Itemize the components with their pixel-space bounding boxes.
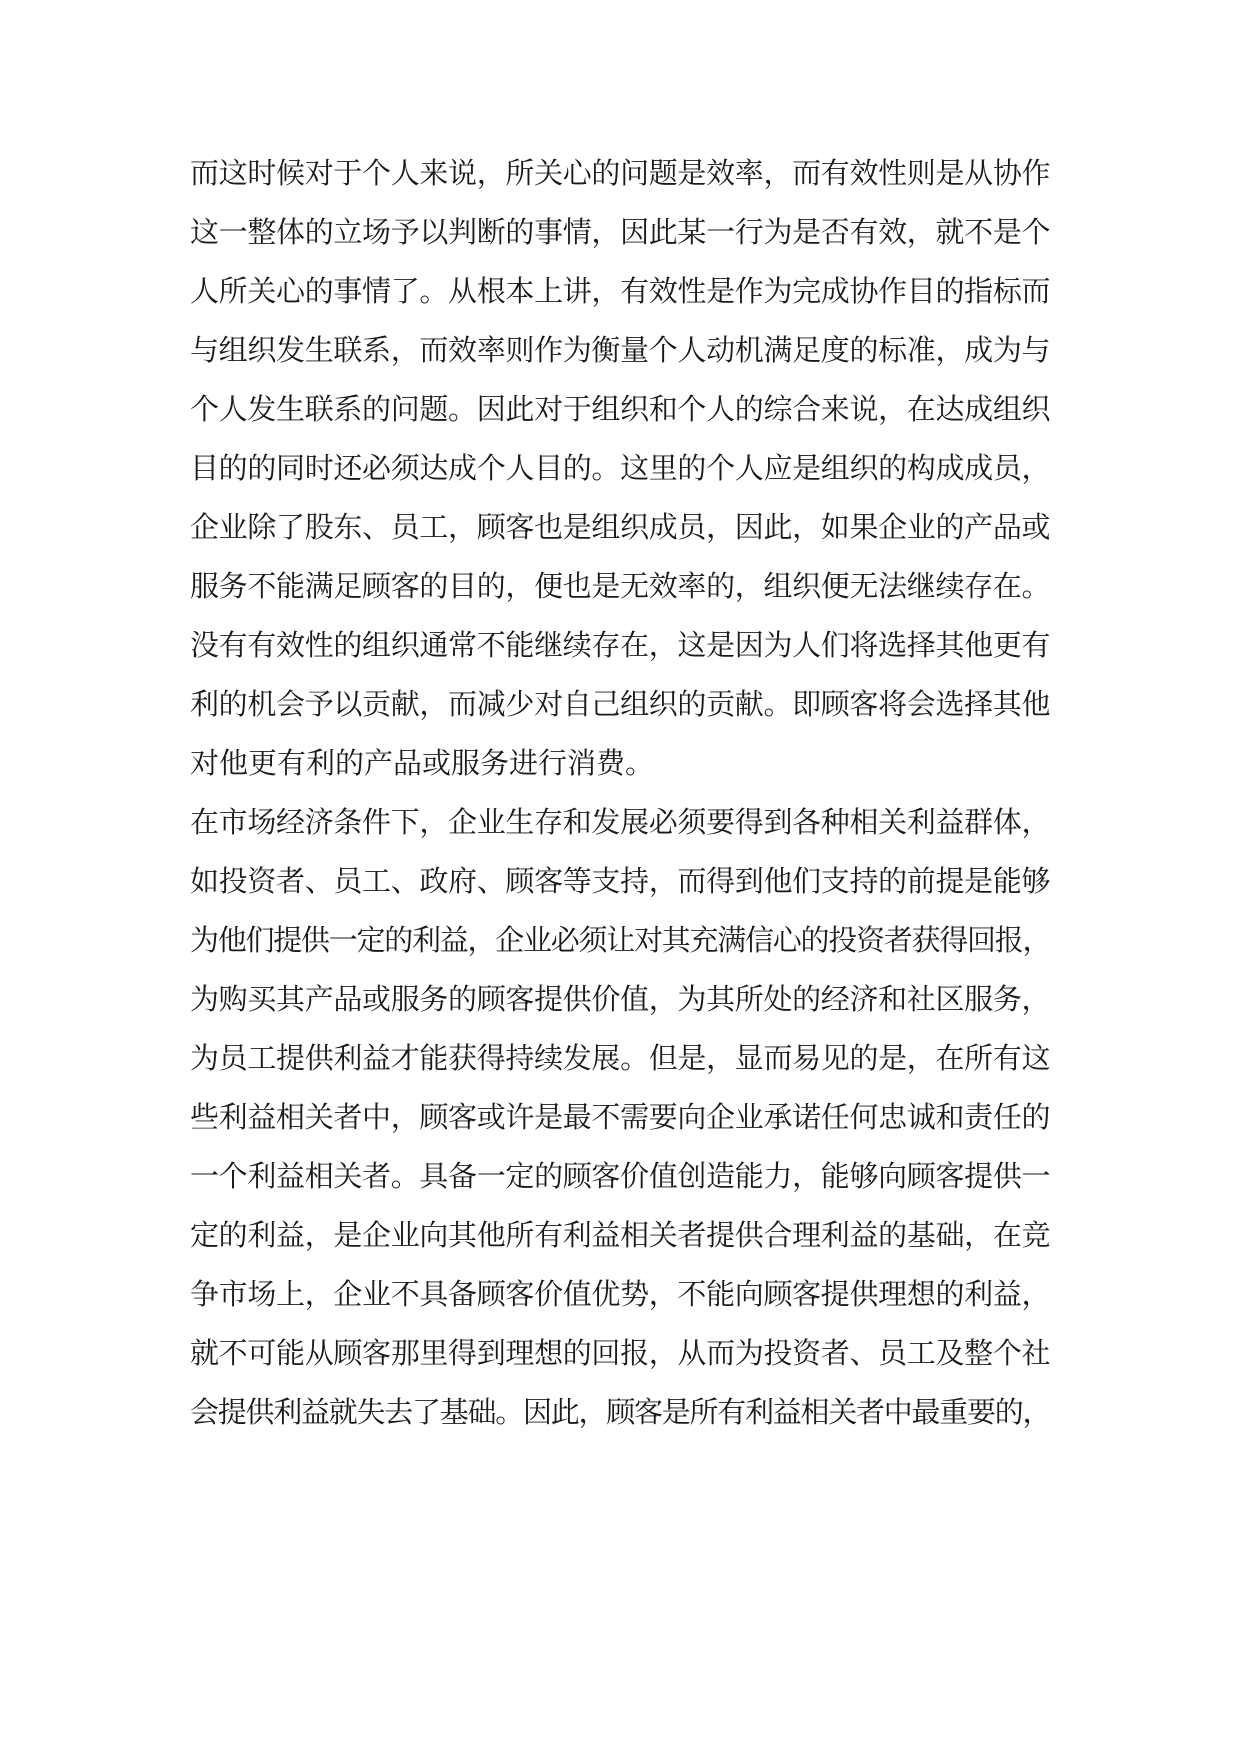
text-line: 为他们提供一定的利益，企业必须让对其充满信心的投资者获得回报， — [190, 923, 1050, 957]
text-line: 服务不能满足顾客的目的，便也是无效率的，组织便无法继续存在。 — [190, 569, 1050, 603]
text-line: 如投资者、员工、政府、顾客等支持，而得到他们支持的前提是能够 — [190, 864, 1050, 898]
text-line: 个人发生联系的问题。因此对于组织和个人的综合来说，在达成组织 — [190, 392, 1050, 426]
text-line: 一个利益相关者。具备一定的顾客价值创造能力，能够向顾客提供一 — [190, 1159, 1050, 1193]
text-line: 为员工提供利益才能获得持续发展。但是，显而易见的是，在所有这 — [190, 1041, 1050, 1075]
text-line: 争市场上，企业不具备顾客价值优势，不能向顾客提供理想的利益， — [190, 1277, 1050, 1311]
text-line: 为购买其产品或服务的顾客提供价值，为其所处的经济和社区服务， — [190, 982, 1050, 1016]
text-line: 在市场经济条件下，企业生存和发展必须要得到各种相关利益群体， — [190, 805, 1050, 839]
text-line: 目的的同时还必须达成个人目的。这里的个人应是组织的构成成员， — [190, 451, 1050, 485]
text-line: 而这时候对于个人来说，所关心的问题是效率，而有效性则是从协作 — [190, 156, 1050, 190]
text-line: 企业除了股东、员工，顾客也是组织成员，因此，如果企业的产品或 — [190, 510, 1050, 544]
text-line: 人所关心的事情了。从根本上讲，有效性是作为完成协作目的指标而 — [190, 274, 1050, 308]
text-line: 会提供利益就失去了基础。因此，顾客是所有利益相关者中最重要的， — [190, 1395, 1050, 1429]
text-line: 些利益相关者中，顾客或许是最不需要向企业承诺任何忠诚和责任的 — [190, 1100, 1050, 1134]
text-line: 与组织发生联系，而效率则作为衡量个人动机满足度的标准，成为与 — [190, 333, 1050, 367]
text-line: 利的机会予以贡献，而减少对自己组织的贡献。即顾客将会选择其他 — [190, 687, 1050, 721]
text-line: 对他更有利的产品或服务进行消费。 — [190, 746, 655, 780]
text-line: 就不可能从顾客那里得到理想的回报，从而为投资者、员工及整个社 — [190, 1336, 1050, 1370]
text-line: 这一整体的立场予以判断的事情，因此某一行为是否有效，就不是个 — [190, 215, 1050, 249]
text-line: 定的利益，是企业向其他所有利益相关者提供合理利益的基础，在竞 — [190, 1218, 1050, 1252]
text-line: 没有有效性的组织通常不能继续存在，这是因为人们将选择其他更有 — [190, 628, 1050, 662]
